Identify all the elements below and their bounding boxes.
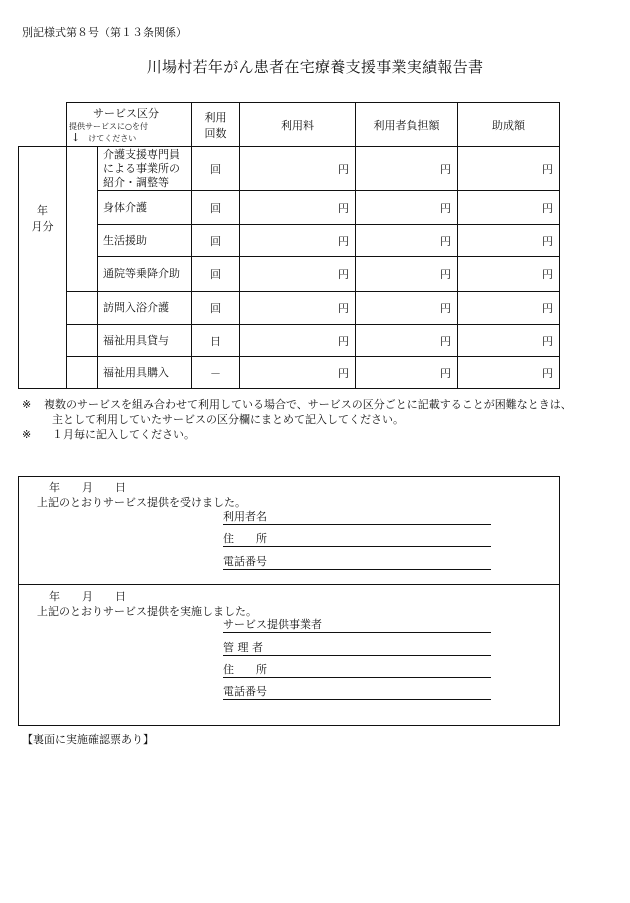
service-check-cell-1[interactable] — [67, 147, 97, 190]
report-table — [18, 102, 560, 388]
fee-unit: 円 — [338, 234, 349, 248]
service-name-bathing: 訪問入浴介護 — [103, 301, 169, 314]
user-statement: 上記のとおりサービス提供を受けました。 — [37, 496, 246, 509]
provider-phone-field[interactable]: 電話番号 — [223, 685, 491, 700]
provider-business-field[interactable]: サービス提供事業者 — [223, 618, 491, 633]
usage-unit: 回 — [210, 201, 221, 215]
service-check-cell-purchase[interactable] — [67, 357, 97, 388]
confirmation-box — [18, 476, 560, 726]
period-label — [19, 202, 66, 234]
usage-unit: 回 — [210, 302, 221, 315]
instruction-line2: けてください — [88, 134, 137, 143]
fee-unit: 円 — [338, 334, 349, 348]
service-name-equipment-purchase: 福祉用具購入 — [103, 365, 169, 379]
page-title: 川場村若年がん患者在宅療養支援事業実績報告書 — [146, 58, 484, 76]
usage-count-header — [192, 103, 239, 146]
subsidy-unit: 円 — [542, 302, 553, 315]
service-check-cell-home-help[interactable] — [67, 191, 97, 291]
service-line: による事業所の — [103, 161, 180, 175]
subsidy-unit: 円 — [542, 334, 553, 348]
note-mark: ※ — [22, 398, 32, 411]
service-line: 介護支援専門員 — [103, 147, 180, 161]
user-name-field[interactable]: 利用者名 — [223, 510, 491, 525]
usage-count-label-1: 利用 — [204, 110, 227, 124]
fee-unit: 円 — [338, 162, 349, 176]
section-divider — [19, 584, 559, 585]
service-check-cell-bath[interactable] — [67, 292, 97, 324]
instruction-line1: 提供サービスに○を付 — [69, 122, 148, 131]
note-item — [22, 427, 622, 442]
note-text: １月毎に記入してください。 — [52, 428, 195, 441]
fee-unit: 円 — [338, 366, 349, 380]
usage-unit: 日 — [210, 334, 221, 348]
form-number: 別記様式第８号（第１３条関係） — [22, 26, 187, 39]
provider-manager-field[interactable]: 管 理 者 — [223, 641, 491, 656]
subsidy-unit: 円 — [542, 268, 553, 281]
burden-unit: 円 — [440, 268, 451, 281]
subsidy-header: 助成額 — [492, 118, 525, 132]
usage-unit: 回 — [210, 162, 221, 176]
note-text: 複数のサービスを組み合わせて利用している場合で、サービスの区分ごとに記載することが困難なときは、 — [44, 398, 572, 411]
burden-unit: 円 — [440, 366, 451, 380]
subsidy-unit: 円 — [542, 201, 553, 215]
service-name-physical-care: 身体介護 — [103, 200, 147, 214]
period-year: 年 — [37, 204, 48, 217]
user-burden-header: 利用者負担額 — [373, 118, 440, 132]
burden-unit: 円 — [440, 201, 451, 215]
user-phone-field[interactable]: 電話番号 — [223, 555, 491, 570]
service-category-header — [67, 103, 191, 146]
note-continuation: 主として利用していたサービスの区分欄にまとめて記入してください。 — [52, 413, 404, 426]
period-month: 月分 — [31, 220, 54, 233]
provider-address-field[interactable]: 住 所 — [223, 663, 491, 678]
user-date[interactable]: 年 月 日 — [49, 481, 126, 494]
arrow-down-icon: ↓ — [71, 131, 81, 144]
fee-unit: 円 — [338, 201, 349, 215]
usage-count-label-2: 回数 — [204, 126, 227, 140]
provider-statement: 上記のとおりサービス提供を実施しました。 — [37, 605, 257, 618]
burden-unit: 円 — [440, 162, 451, 176]
fee-unit: 円 — [338, 302, 349, 315]
usage-unit: 回 — [210, 234, 221, 248]
usage-unit: 回 — [210, 268, 221, 281]
usage-fee-header: 利用料 — [281, 118, 314, 132]
usage-unit: － — [210, 366, 221, 380]
footer-note: 【裏面に実施確認票あり】 — [22, 733, 154, 746]
provider-date[interactable]: 年 月 日 — [49, 590, 126, 603]
note-item — [22, 397, 622, 412]
burden-unit: 円 — [440, 302, 451, 315]
service-category-label: サービス区分 — [93, 107, 159, 120]
user-address-field[interactable]: 住 所 — [223, 532, 491, 547]
service-name-life-support: 生活援助 — [103, 233, 147, 247]
burden-unit: 円 — [440, 334, 451, 348]
burden-unit: 円 — [440, 234, 451, 248]
service-line: 紹介・調整等 — [103, 175, 169, 189]
notes — [22, 397, 622, 442]
fee-unit: 円 — [338, 268, 349, 281]
subsidy-unit: 円 — [542, 162, 553, 176]
service-check-cell-rental[interactable] — [67, 325, 97, 356]
service-name-transport: 通院等乗降介助 — [103, 267, 180, 280]
note-mark: ※ — [22, 428, 32, 441]
service-name-equipment-rental: 福祉用具貸与 — [103, 333, 169, 347]
subsidy-unit: 円 — [542, 366, 553, 380]
service-name-care-manager — [98, 147, 191, 190]
subsidy-unit: 円 — [542, 234, 553, 248]
